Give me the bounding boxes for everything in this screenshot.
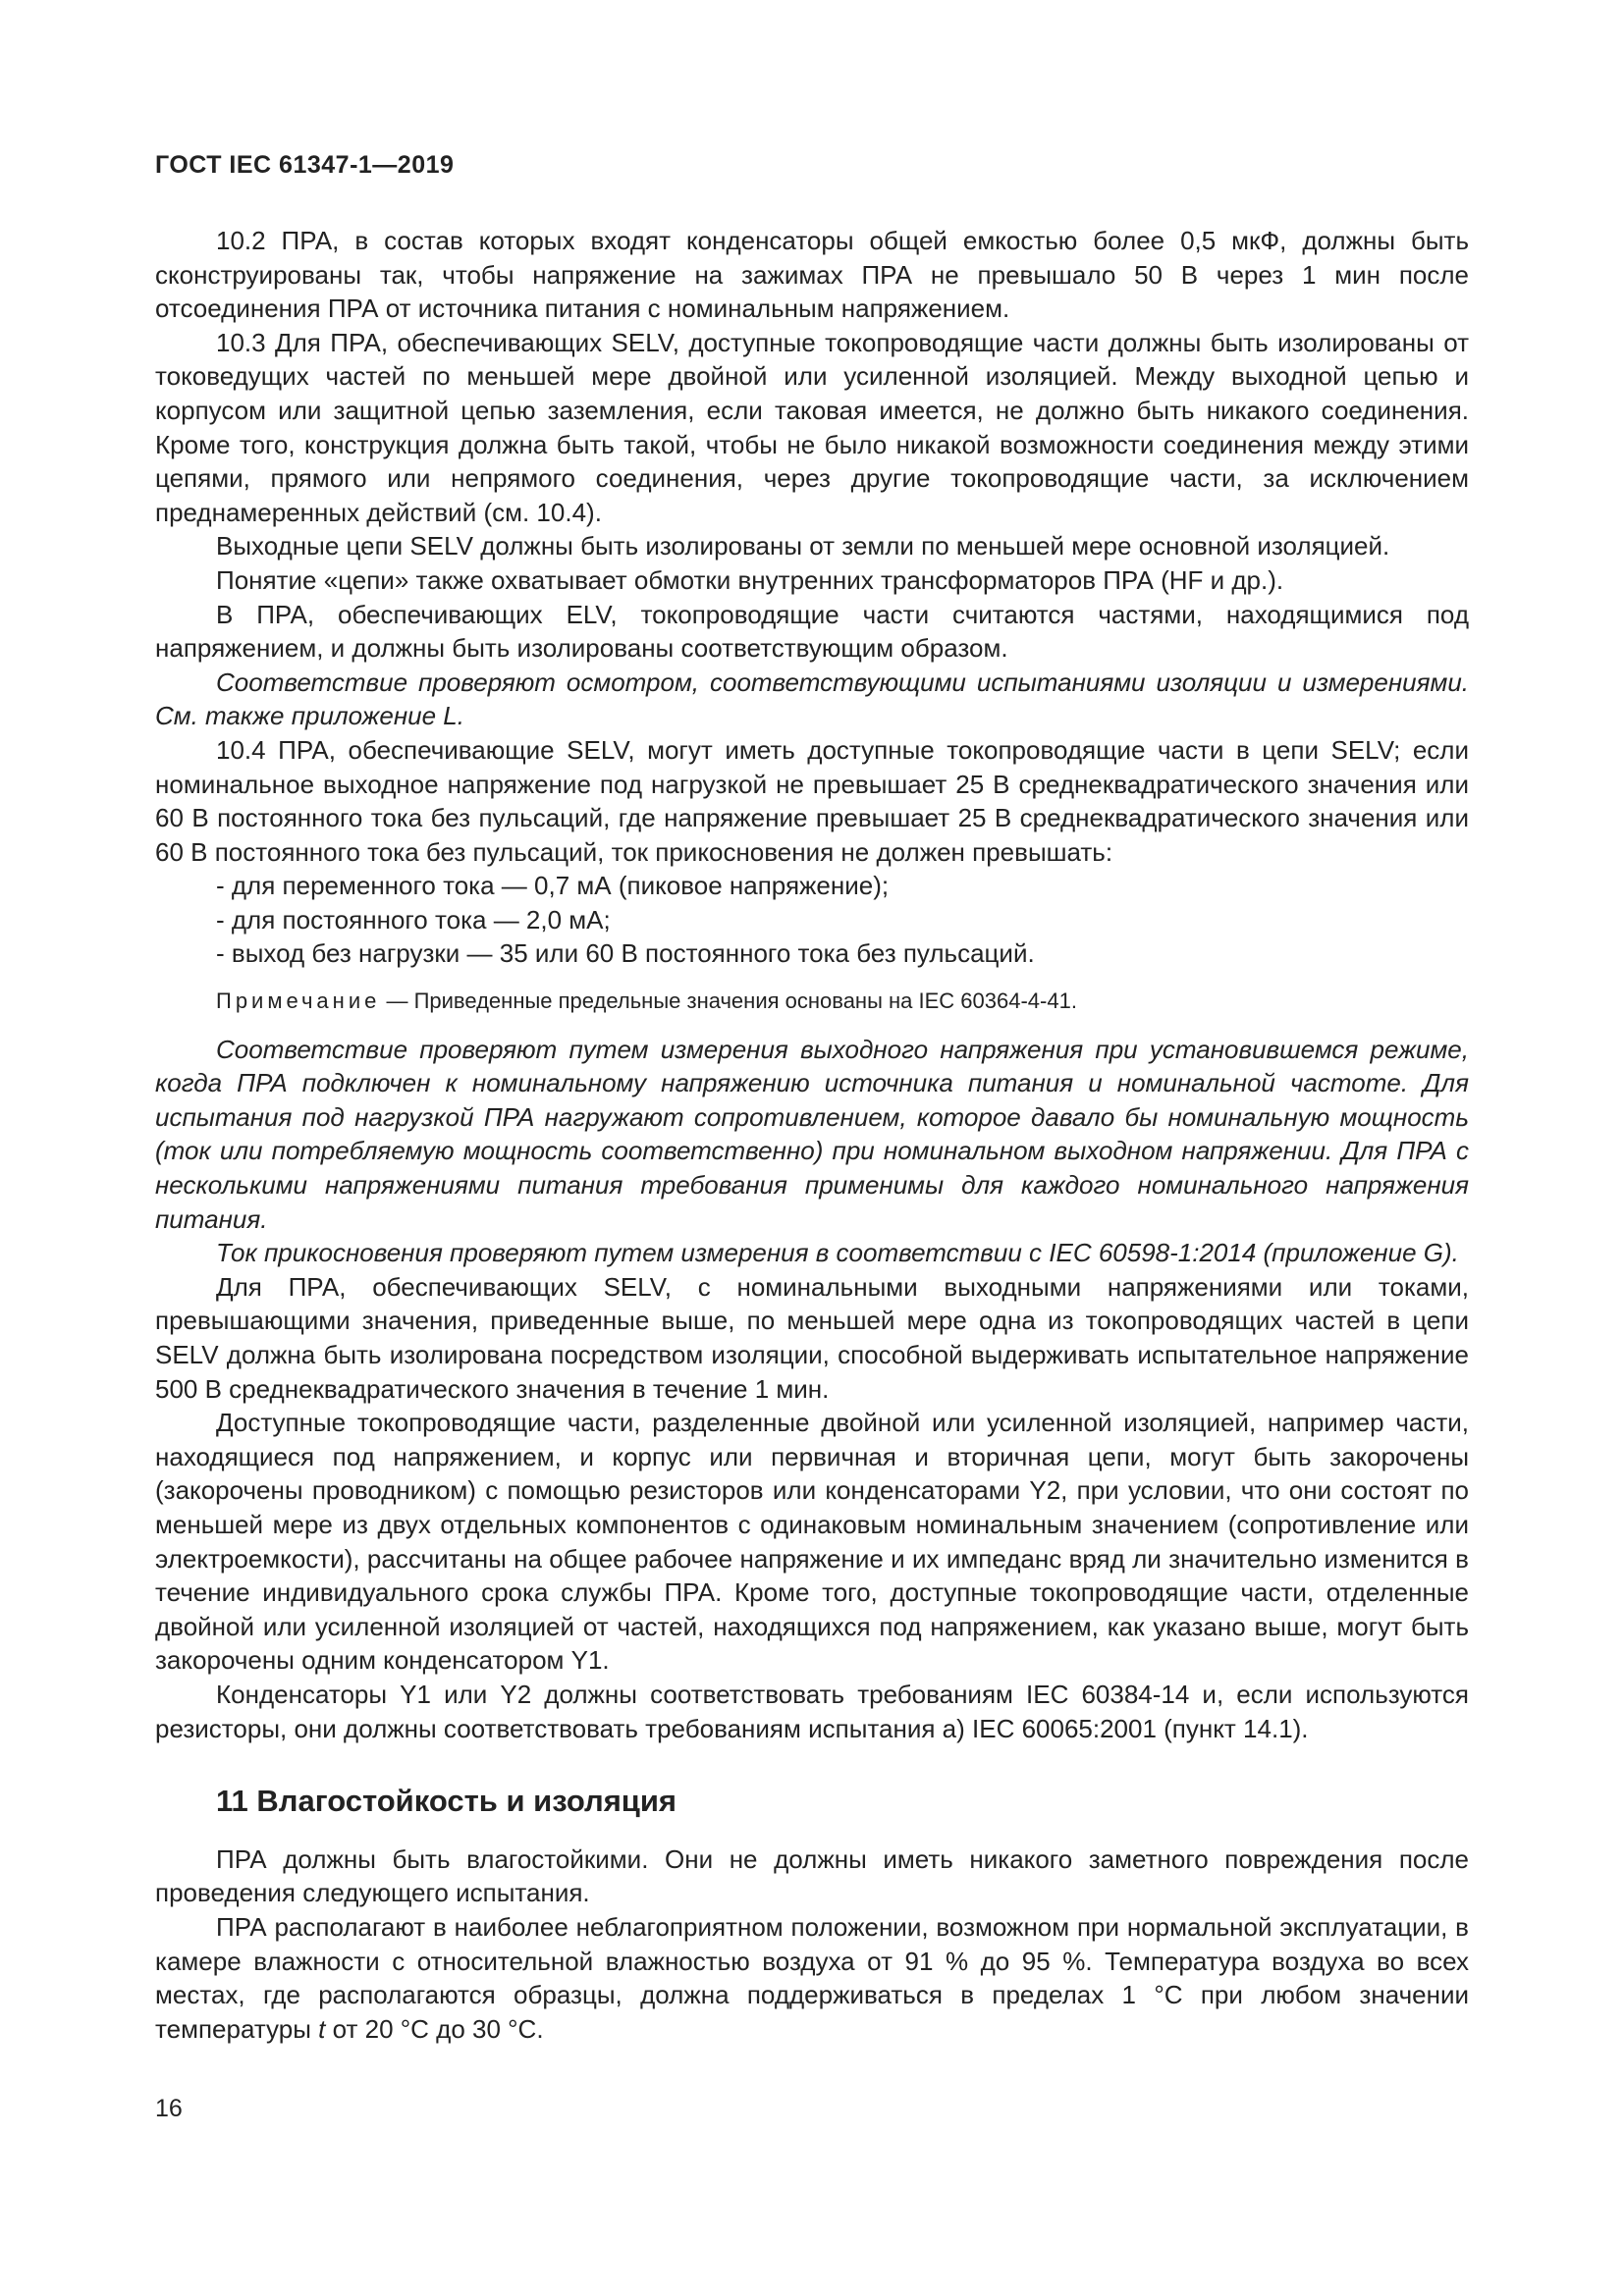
paragraph-elv: В ПРА, обеспечивающих ELV, токопроводящие части считаются частями, находящимися под напряжением, и должны быть изолированы соответствующим образом. xyxy=(155,599,1469,664)
document-header: ГОСТ IEC 61347-1—2019 xyxy=(155,151,455,179)
paragraph-touch-current: Ток прикосновения проверяют путем измерения в соответствии с IEC 60598-1:2014 (приложение G). xyxy=(216,1238,1459,1268)
document-body xyxy=(155,224,1469,2046)
paragraph-capacitors: Конденсаторы Y1 или Y2 должны соответствовать требованиям IEC 60384-14 и, если используются резисторы, они должны соответствовать требованиям испытания a) IEC 60065:2001 (пункт 14.1). xyxy=(155,1679,1469,1743)
humidity-text-start: ПРА располагают в наиболее неблагоприятном положении, возможном при нормальной эксплуатации, в камере влажности с относительной влажностью воздуха от 91 % до 95 %. Температура воздуха во всех местах, где располагаются образцы, должна поддерживаться в пределах 1 °С при любом значении температуры xyxy=(155,1911,1469,2044)
note-text: — Приведенные предельные значения основаны на IEC 60364-4-41. xyxy=(380,988,1077,1014)
paragraph-selv-insulation: Для ПРА, обеспечивающих SELV, с номинальными выходными напряжениями или токами, превышающими значения, приведенные выше, по меньшей мере одна из токопроводящих частей в цепи SELV должна быть изолирована посредством изоляции, способной выдерживать испытательное напряжение 500 В среднеквадратического значения в течение 1 мин. xyxy=(155,1271,1469,1404)
paragraph-10-2: 10.2 ПРА, в состав которых входят конденсаторы общей емкостью более 0,5 мкФ, должны быть сконструированы так, чтобы напряжение на зажимах ПРА не превышало 50 В через 1 мин после отсоединения ПРА от источника питания с номинальным напряжением. xyxy=(155,226,1469,324)
paragraph-10-3: 10.3 Для ПРА, обеспечивающих SELV, доступные токопроводящие части должны быть изолированы от токоведущих частей по меньшей мере двойной или усиленной изоляцией. Между выходной цепью и корпусом или защитной цепью заземления, если таковая имеется, не должно быть никакого соединения. Кроме того, конструкция должна быть такой, чтобы не было никакой возможности соединения между этими цепями, прямого или непрямого соединения, через другие токопроводящие части, за исключением преднамеренных действий (см. 10.4). xyxy=(155,327,1469,527)
list-item-no-load: - выход без нагрузки — 35 или 60 В постоянного тока без пульсаций. xyxy=(216,938,1035,969)
list-item-dc: - для постоянного тока — 2,0 мА; xyxy=(216,904,611,934)
note xyxy=(155,985,1469,1019)
humidity-text-end: от 20 °С до 30 °С. xyxy=(325,2013,544,2044)
section-heading: 11 Влагостойкость и изоляция xyxy=(216,1784,677,1819)
temperature-variable: t xyxy=(318,2013,326,2044)
note-label: Примечание xyxy=(216,988,381,1014)
paragraph-circuit-concept: Понятие «цепи» также охватывает обмотки внутренних трансформаторов ПРА (HF и др.). xyxy=(216,564,1284,595)
paragraph-moisture: ПРА должны быть влагостойкими. Они не должны иметь никакого заметного повреждения после проведения следующего испытания. xyxy=(155,1843,1469,1908)
paragraph-10-4: 10.4 ПРА, обеспечивающие SELV, могут иметь доступные токопроводящие части в цепи SELV; если номинальное выходное напряжение под нагрузкой не превышает 25 В среднеквадратического значения или 60 В постоянного тока без пульсаций, где напряжение превышает 25 В среднеквадратического значения или 60 В постоянного тока без пульсаций, ток прикосновения не должен превышать: xyxy=(155,734,1469,867)
paragraph-compliance-inspection: Соответствие проверяют осмотром, соответствующими испытаниями изоляции и измерениями. См. также приложение L. xyxy=(155,667,1469,731)
page-number: 16 xyxy=(155,2095,183,2122)
paragraph-accessible-parts: Доступные токопроводящие части, разделенные двойной или усиленной изоляцией, например части, находящиеся под напряжением, и корпус или первичная и вторичная цепи, могут быть закорочены (закорочены проводником) с помощью резисторов или конденсаторами Y2, при условии, что они состоят по меньшей мере из двух отдельных компонентов с одинаковым номинальным значением (сопротивление или электроемкости), рассчитаны на общее рабочее напряжение и их импеданс вряд ли значительно изменится в течение индивидуального срока службы ПРА. Кроме того, доступные токопроводящие части, отделенные двойной или усиленной изоляцией от частей, находящихся под напряжением, как указано выше, могут быть закорочены одним конденсатором Y1. xyxy=(155,1408,1469,1676)
paragraph-humidity-chamber xyxy=(155,1910,1469,2046)
paragraph-compliance-measurement: Соответствие проверяют путем измерения выходного напряжения при установившемся режиме, когда ПРА подключен к номинальному напряжению источника питания и номинальной частоте. Для испытания под нагрузкой ПРА нагружают сопротивлением, которое давало бы номинальную мощность (ток или потребляемую мощность соответственно) при номинальном выходном напряжении. Для ПРА с несколькими напряжениями питания требования применимы для каждого номинального напряжения питания. xyxy=(155,1034,1469,1234)
paragraph-selv-output: Выходные цепи SELV должны быть изолированы от земли по меньшей мере основной изоляцией. xyxy=(216,531,1390,561)
list-item-ac: - для переменного тока — 0,7 мА (пиковое напряжение); xyxy=(216,871,890,901)
